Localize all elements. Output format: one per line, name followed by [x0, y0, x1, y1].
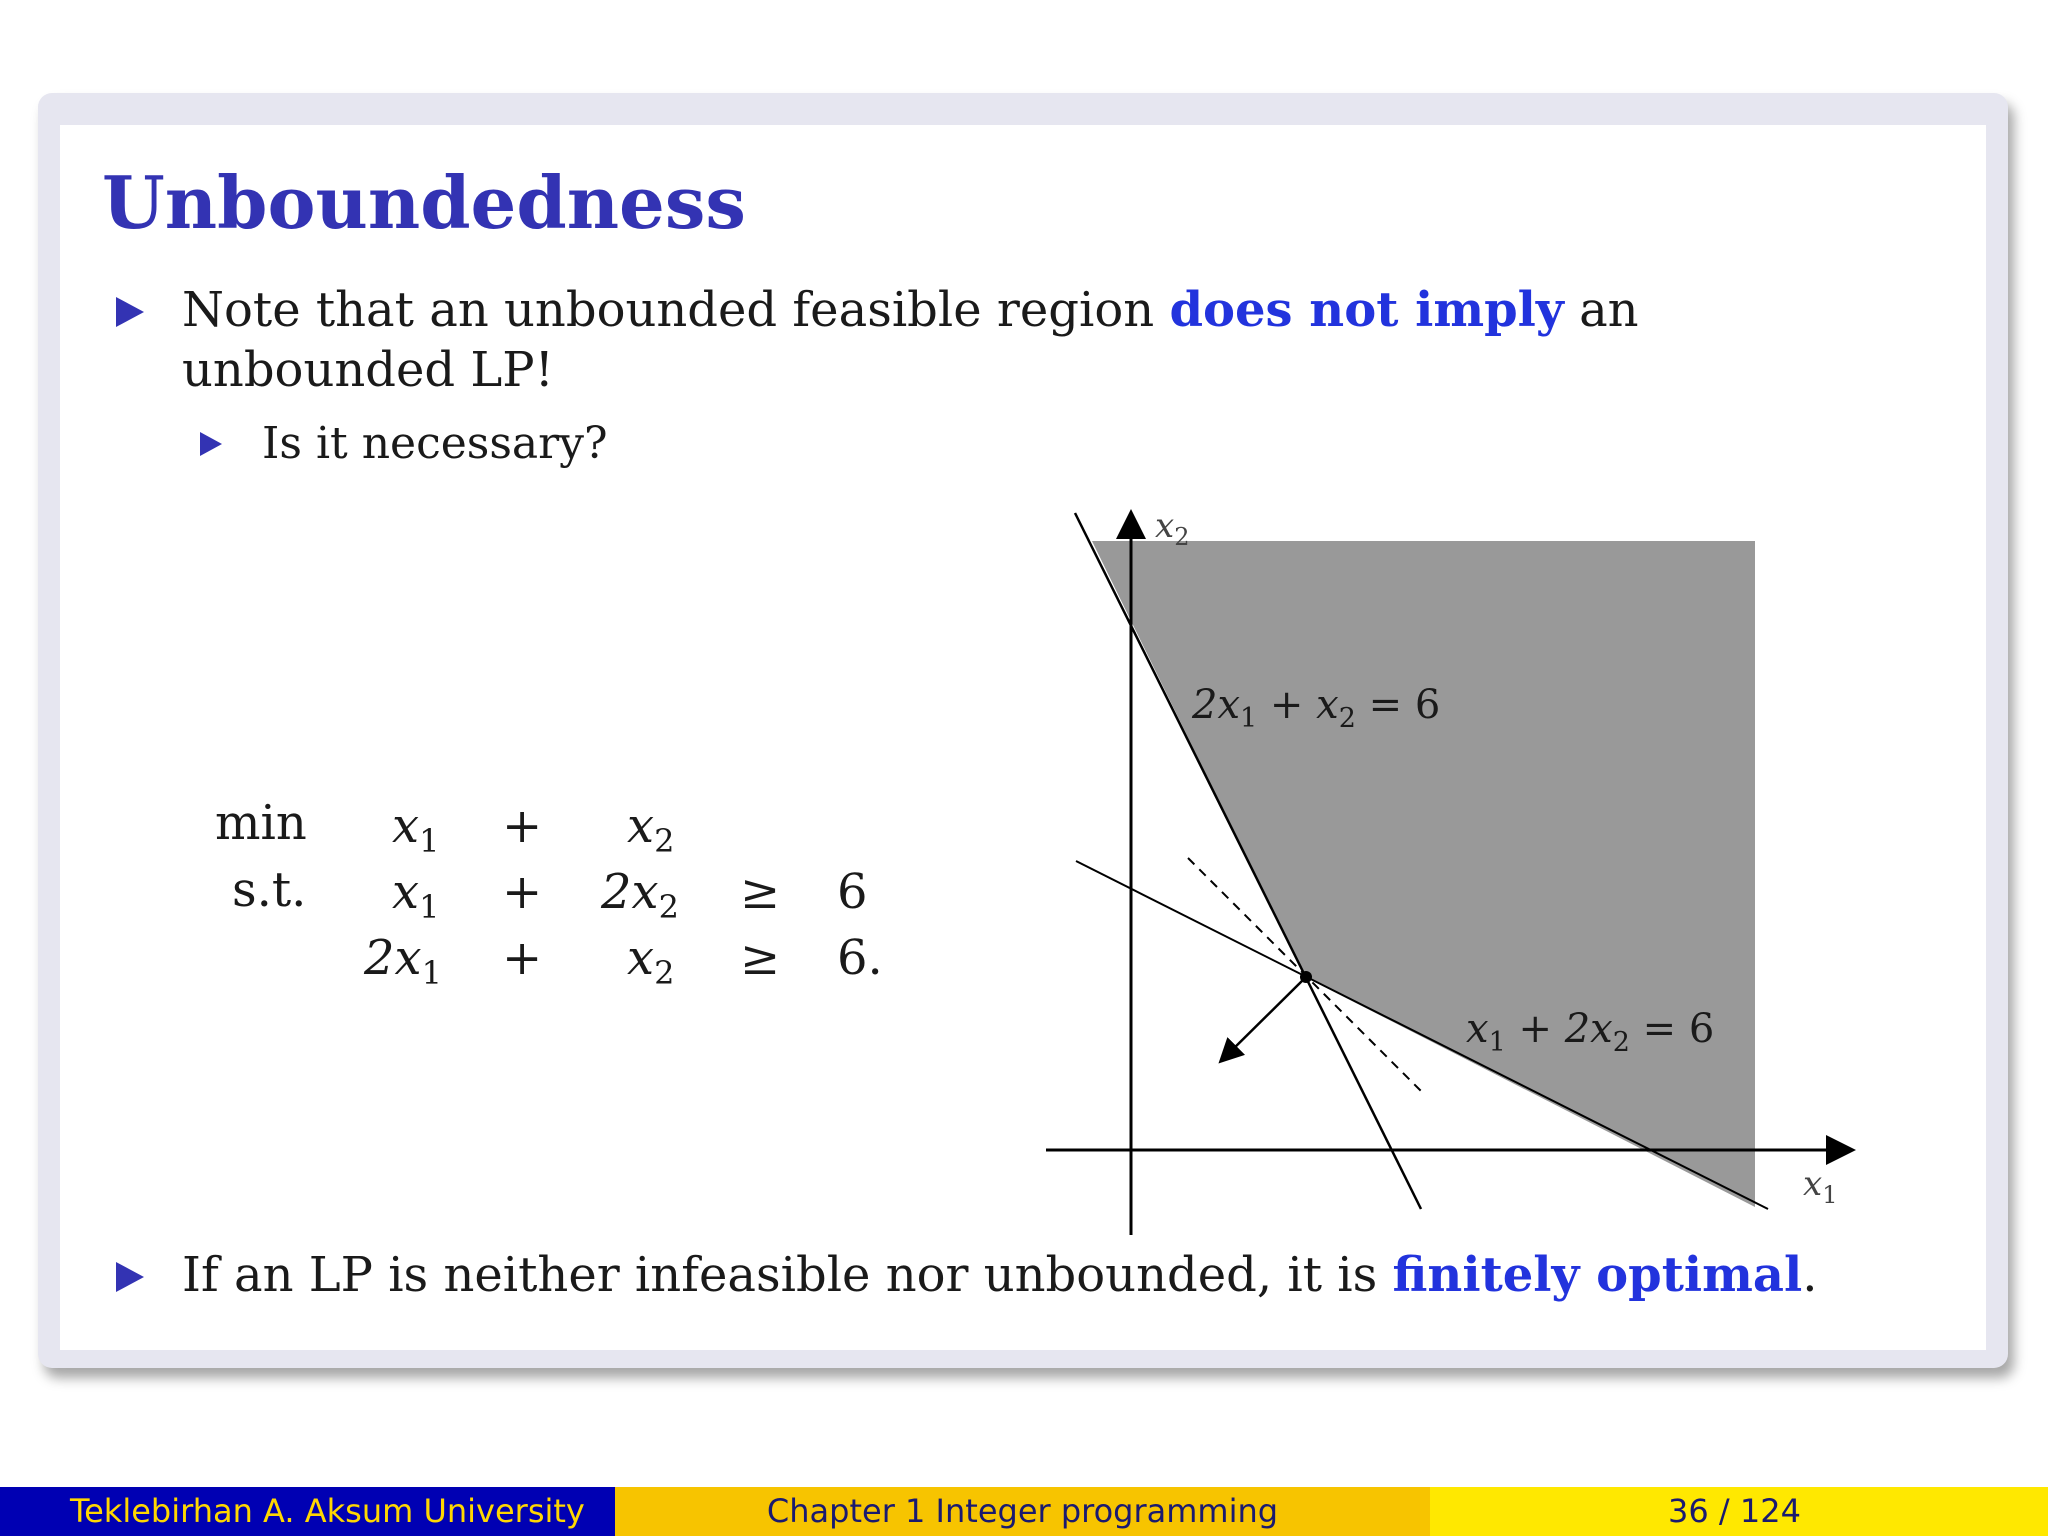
lp-row1-op: +	[502, 798, 543, 854]
lp-row3-rel: ≥	[740, 930, 781, 986]
lp-row2-label: s.t.	[232, 862, 307, 918]
footer-chapter: Chapter 1 Integer programming	[615, 1487, 1430, 1536]
lp-row2-rel: ≥	[740, 864, 781, 920]
lp-row1-term2: $x_2$	[627, 798, 675, 860]
lp-row2-rhs: 6	[837, 864, 868, 920]
lp-row1-label: min	[215, 795, 307, 851]
lp-row3-term1: $2x_1$	[364, 930, 442, 992]
lp-row2-op: +	[502, 864, 543, 920]
lp-row1-term1: $x_1$	[392, 798, 440, 860]
bullet-1-text-a: Note that an unbounded feasible region	[182, 282, 1155, 338]
bullet-2-highlight: finitely optimal	[1392, 1247, 1803, 1303]
x1-axis-label: $x_1$	[1803, 1164, 1838, 1209]
lp-row3-op: +	[502, 930, 543, 986]
lp-row2-term1: $x_1$	[392, 864, 440, 926]
lp-row3-term2: $x_2$	[627, 930, 675, 992]
bullet-1-text-b: an	[1579, 282, 1639, 338]
subbullet-1: Is it necessary?	[262, 418, 608, 469]
bullet-1-highlight: does not imply	[1169, 282, 1564, 338]
subbullet-arrow-icon	[200, 432, 222, 456]
bullet-2-text-a: If an LP is neither infeasible nor unbounded, it is	[182, 1247, 1378, 1303]
constraint-label-a: $2x_1 + x_2 = 6$	[1192, 682, 1441, 734]
x2-axis-label: $x_2$	[1155, 506, 1190, 551]
footer	[0, 1487, 2048, 1536]
lp-row3-rhs: 6.	[837, 930, 883, 986]
bullet-2-text-b: .	[1802, 1247, 1818, 1303]
bullet-arrow-icon	[116, 1262, 144, 1292]
slide-title: Unboundedness	[102, 160, 746, 245]
lp-row2-term2: $2x_2$	[601, 864, 679, 926]
bullet-1-line-1	[182, 282, 1639, 338]
footer-page-number: 36 / 124	[1430, 1487, 2048, 1536]
optimal-point	[1300, 971, 1312, 983]
feasible-region-figure	[1040, 500, 1870, 1245]
bullet-1-line-2: unbounded LP!	[182, 342, 554, 398]
footer-author: Teklebirhan A. Aksum University	[0, 1487, 615, 1536]
feasible-region	[1092, 541, 1755, 1207]
bullet-2	[182, 1247, 1817, 1303]
direction-arrow	[1222, 977, 1306, 1060]
bullet-arrow-icon	[116, 297, 144, 327]
constraint-label-b: $x_1 + 2x_2 = 6$	[1466, 1006, 1715, 1058]
